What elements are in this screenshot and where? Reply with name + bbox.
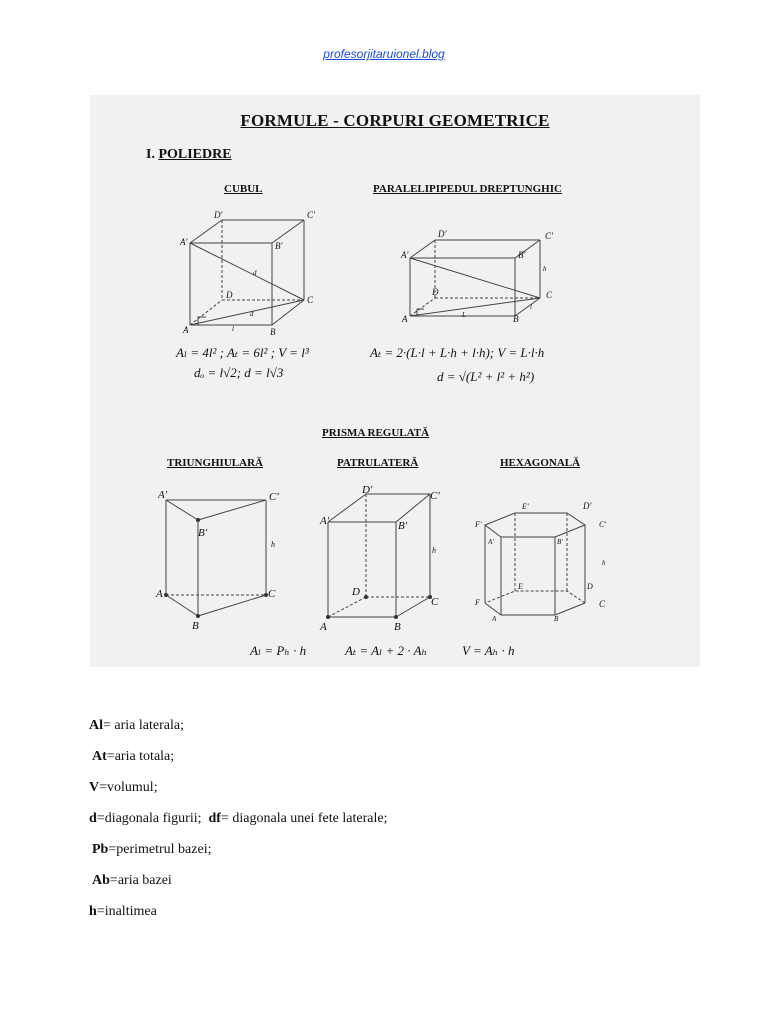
svg-text:A': A' xyxy=(158,489,168,501)
svg-text:A': A' xyxy=(320,515,330,527)
caption-quadrilateral: PATRULATERĂ xyxy=(337,457,419,469)
svg-text:F: F xyxy=(475,598,480,607)
svg-text:C': C' xyxy=(430,490,440,502)
svg-text:D: D xyxy=(226,290,233,300)
blog-link[interactable]: profesorjitaruionel.blog xyxy=(323,47,445,61)
cuboid-formula-area-volume: Aₜ = 2·(L·l + L·h + l·h); V = L·l·h xyxy=(370,345,545,360)
svg-text:A': A' xyxy=(180,237,188,247)
svg-text:h: h xyxy=(543,265,547,273)
legend-row: V=volumul; xyxy=(89,780,158,795)
legend-row: Al= aria laterala; xyxy=(89,718,184,733)
prism-formula-volume: V = Aₕ · h xyxy=(462,643,515,658)
svg-text:B: B xyxy=(270,327,276,337)
svg-text:C: C xyxy=(431,596,439,608)
svg-text:D': D' xyxy=(362,484,373,496)
caption-regular-prism: PRISMA REGULATĂ xyxy=(322,427,430,439)
svg-text:C': C' xyxy=(307,210,315,220)
svg-text:D': D' xyxy=(583,501,592,511)
svg-text:C': C' xyxy=(545,231,553,241)
svg-text:D: D xyxy=(587,582,593,591)
caption-cuboid: PARALELIPIPEDUL DREPTUNGHIC xyxy=(373,183,562,195)
svg-text:C: C xyxy=(599,599,606,609)
svg-text:l: l xyxy=(530,303,532,311)
svg-text:L: L xyxy=(462,311,466,319)
svg-text:E': E' xyxy=(522,502,529,511)
triangular-prism-figure xyxy=(166,500,266,616)
svg-text:C: C xyxy=(546,290,553,300)
sheet-title: FORMULE - CORPURI GEOMETRICE xyxy=(240,111,550,130)
svg-text:A: A xyxy=(402,314,408,324)
svg-text:B: B xyxy=(554,615,559,623)
formula-sheet-image xyxy=(90,95,700,667)
legend-row: At=aria totala; xyxy=(92,749,175,764)
svg-text:B': B' xyxy=(398,520,408,532)
cube-figure xyxy=(190,220,304,325)
caption-triangular: TRIUNGHIULARĂ xyxy=(167,457,263,469)
svg-text:D: D xyxy=(432,287,439,297)
svg-text:B: B xyxy=(394,621,401,633)
svg-text:A: A xyxy=(320,621,327,633)
legend-row: h=inaltimea xyxy=(89,904,157,919)
svg-text:A: A xyxy=(156,588,163,600)
quadrilateral-prism-figure xyxy=(328,494,430,617)
svg-text:D': D' xyxy=(214,210,223,220)
legend xyxy=(89,710,387,927)
svg-text:B': B' xyxy=(198,527,208,539)
svg-text:F': F' xyxy=(475,520,482,529)
section-heading: I. POLIEDRE xyxy=(146,147,232,162)
svg-text:D': D' xyxy=(438,229,447,239)
svg-text:d: d xyxy=(250,310,254,318)
cube-formula-areas: Aₗ = 4l² ; Aₜ = 6l² ; V = l³ xyxy=(176,345,309,360)
caption-cube: CUBUL xyxy=(224,183,263,195)
svg-text:B': B' xyxy=(557,538,563,546)
svg-text:B: B xyxy=(192,620,199,632)
svg-text:A': A' xyxy=(488,538,494,546)
svg-text:h: h xyxy=(602,559,606,567)
svg-text:A': A' xyxy=(401,250,409,260)
svg-text:d: d xyxy=(253,269,257,277)
geometry-figures xyxy=(90,95,700,667)
svg-text:h: h xyxy=(271,540,275,549)
svg-text:B: B xyxy=(513,314,519,324)
svg-text:B': B' xyxy=(518,250,526,260)
svg-text:E: E xyxy=(518,582,523,591)
svg-text:A: A xyxy=(183,325,189,335)
svg-text:C: C xyxy=(307,295,314,305)
svg-text:C': C' xyxy=(269,491,279,503)
legend-row: Pb=perimetrul bazei; xyxy=(92,842,212,857)
caption-hexagonal: HEXAGONALĂ xyxy=(500,457,581,469)
svg-text:l: l xyxy=(232,325,234,333)
svg-text:B': B' xyxy=(275,241,283,251)
svg-text:h: h xyxy=(432,546,436,555)
svg-text:C: C xyxy=(268,588,276,600)
prism-formula-lateral: Aₗ = Pₕ · h xyxy=(250,643,307,658)
svg-text:A: A xyxy=(492,615,497,623)
legend-row: Ab=aria bazei xyxy=(92,873,172,888)
cube-formula-diagonals: dₒ = l√2; d = l√3 xyxy=(194,365,284,380)
legend-row: d=diagonala figurii; df= diagonala unei fete laterale; xyxy=(89,811,388,826)
prism-formula-total: Aₜ = Aₗ + 2 · Aₕ xyxy=(345,643,428,658)
cuboid-formula-diagonal: d = √(L² + l² + h²) xyxy=(437,369,535,384)
svg-text:C': C' xyxy=(599,520,607,529)
svg-text:D: D xyxy=(352,586,360,598)
hexagonal-prism-figure xyxy=(485,513,585,615)
